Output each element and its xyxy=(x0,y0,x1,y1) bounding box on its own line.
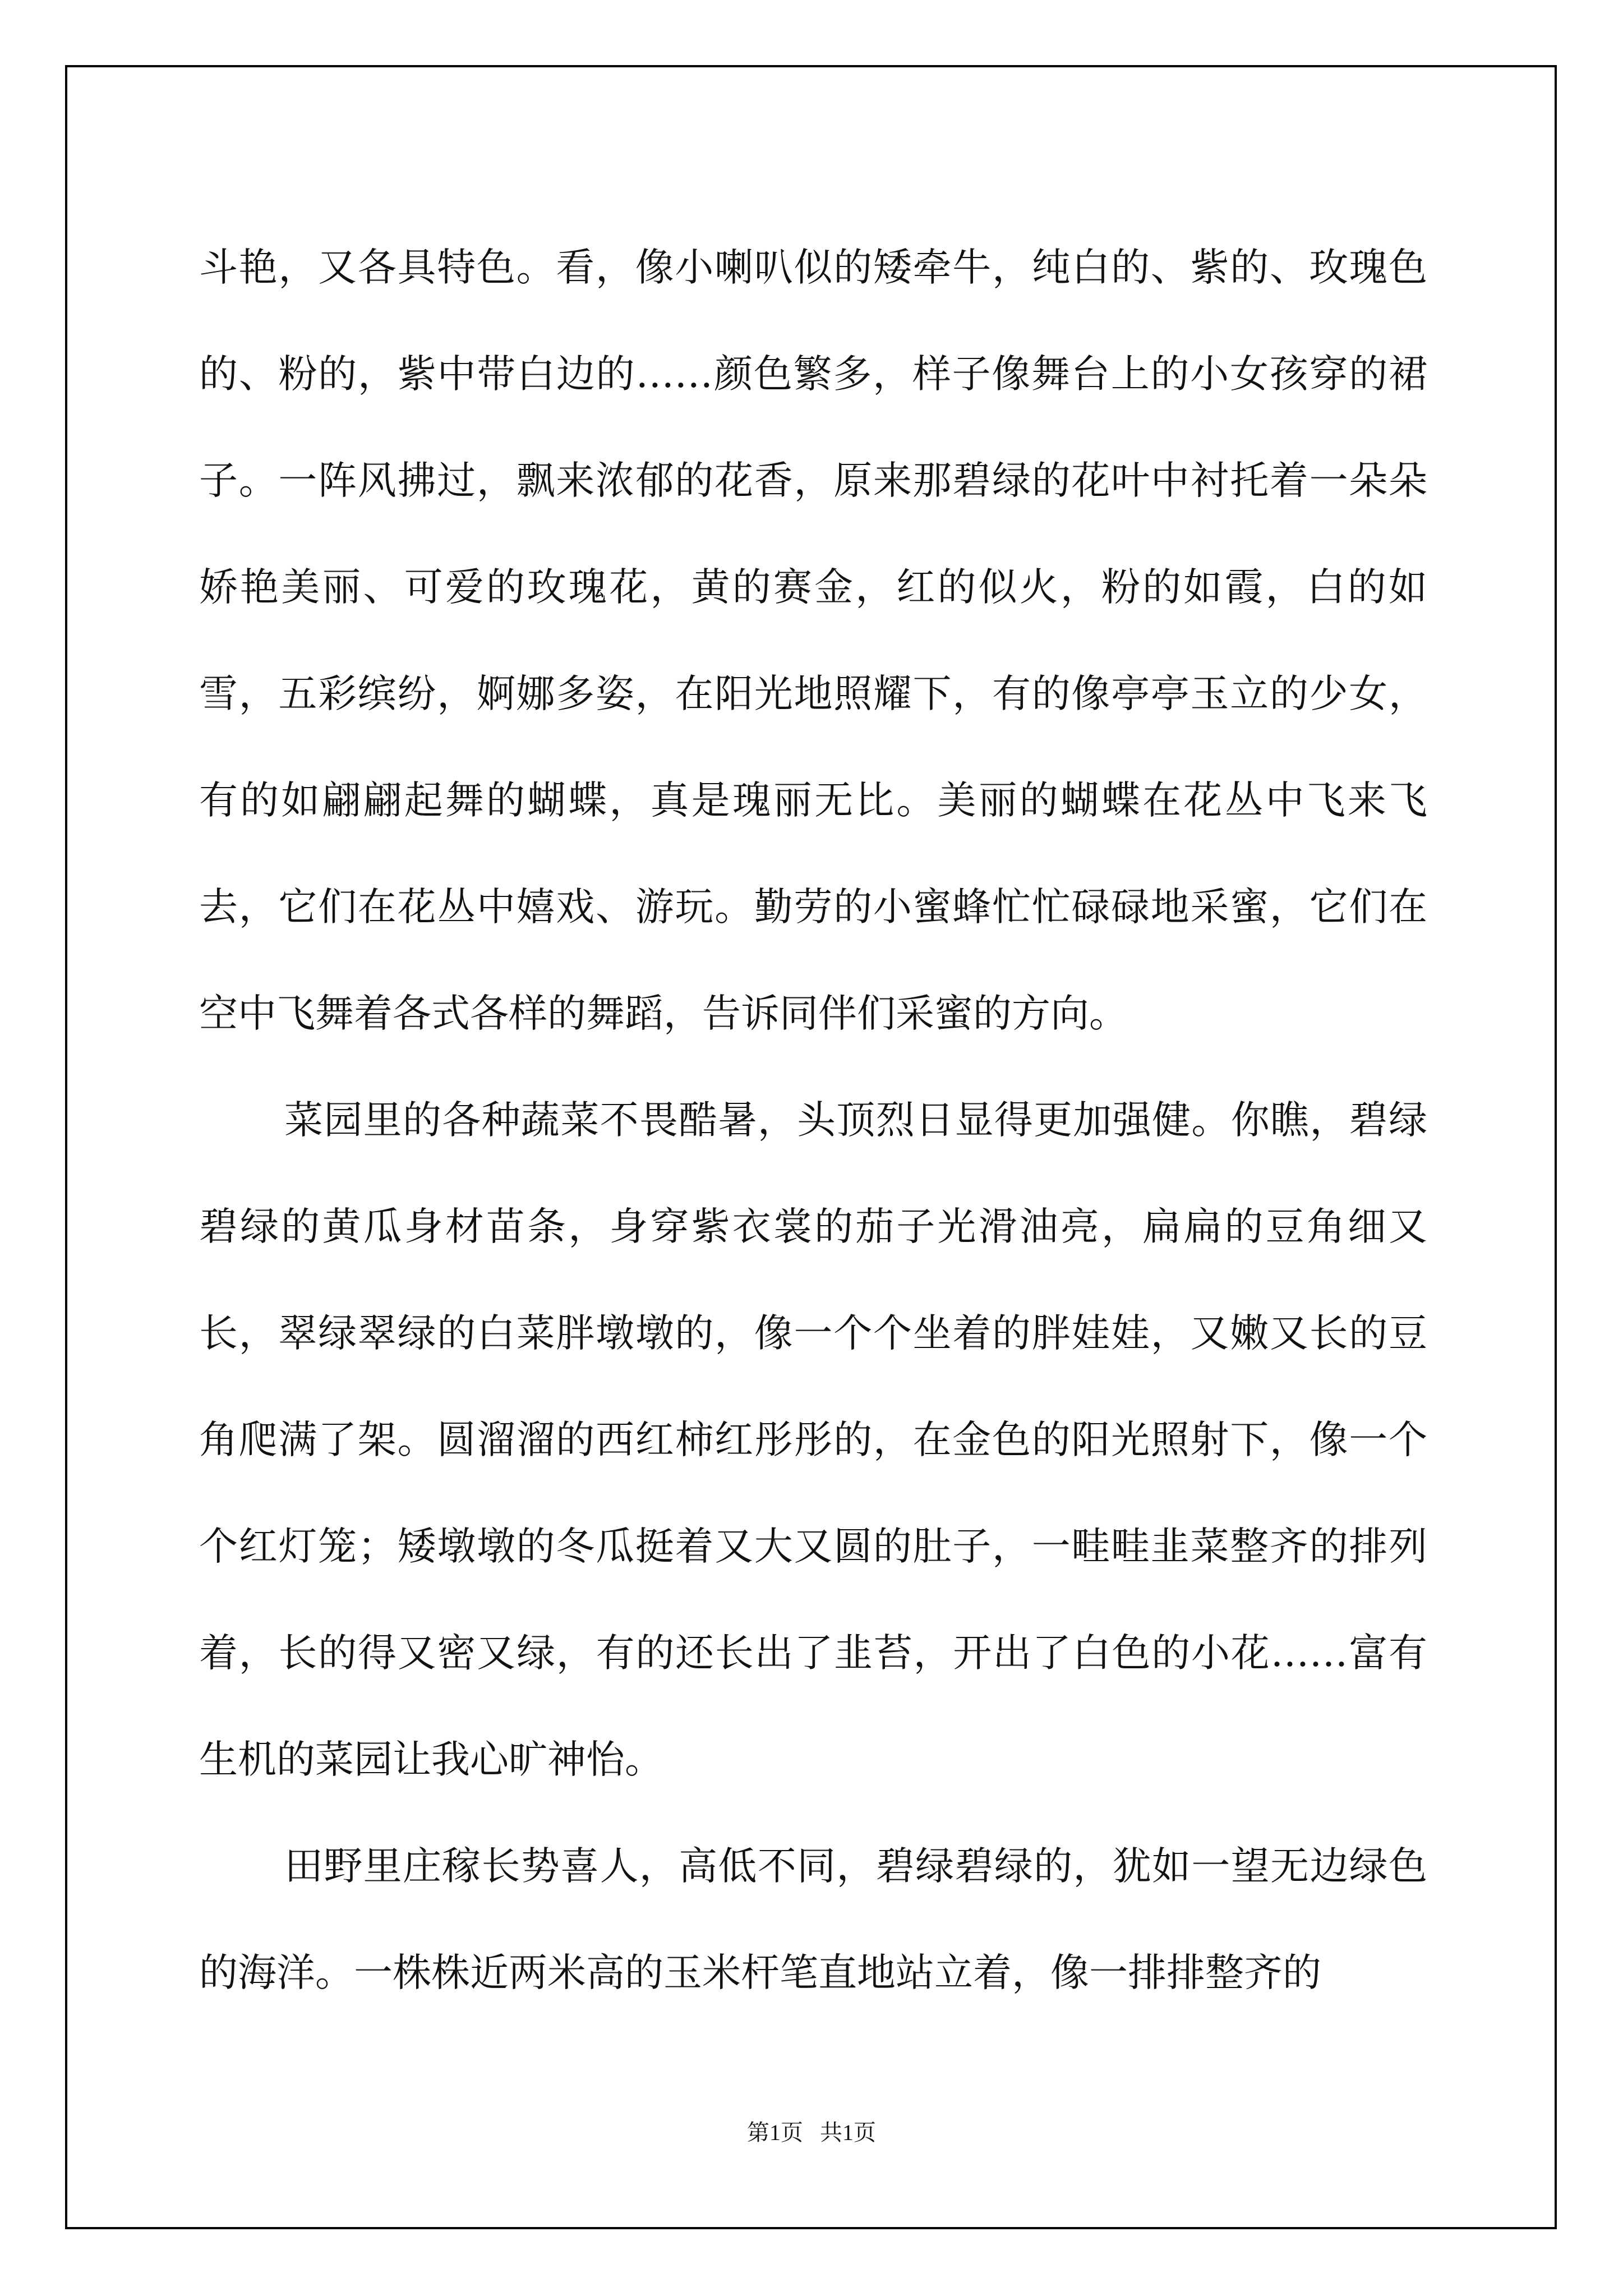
paragraph-1: 斗艳，又各具特色。看，像小喇叭似的矮牵牛，纯白的、紫的、玫瑰色的、粉的，紫中带白边的……颜色繁多，样子像舞台上的小女孩穿的裙子。一阵风拂过，飘来浓郁的花香，原来那碧绿的花叶中衬托着一朵朵娇艳美丽、可爱的玫瑰花，黄的赛金，红的似火，粉的如霞，白的如雪，五彩缤纷，婀娜多姿，在阳光地照耀下，有的像亭亭玉立的少女，有的如翩翩起舞的蝴蝶，真是瑰丽无比。美丽的蝴蝶在花丛中飞来飞去，它们在花丛中嬉戏、游玩。勤劳的小蜜蜂忙忙碌碌地采蜜，它们在空中飞舞着各式各样的舞蹈，告诉同伴们采蜜的方向。 xyxy=(199,245,1427,1036)
paragraph-2: 菜园里的各种蔬菜不畏酷暑，头顶烈日显得更加强健。你瞧，碧绿碧绿的黄瓜身材苗条，身穿紫衣裳的茄子光滑油亮，扁扁的豆角细又长，翠绿翠绿的白菜胖墩墩的，像一个个坐着的胖娃娃，又嫩又长的豆角爬满了架。圆溜溜的西红柿红彤彤的，在金色的阳光照射下，像一个个红灯笼；矮墩墩的冬瓜挺着又大又圆的肚子，一畦畦韭菜整齐的排列着，长的得又密又绿，有的还长出了韭苔，开出了白色的小花……富有生机的菜园让我心旷神怡。 xyxy=(199,1098,1427,1782)
page-total: 共1页 xyxy=(820,2120,876,2145)
page-number: 第1页 xyxy=(747,2120,803,2145)
paragraph-3: 田野里庄稼长势喜人，高低不同，碧绿碧绿的，犹如一望无边绿色的海洋。一株株近两米高的玉米杆笔直地站立着，像一排排整齐的 xyxy=(199,1844,1427,1995)
page-footer xyxy=(0,2115,1623,2147)
document-body xyxy=(199,214,1427,2026)
